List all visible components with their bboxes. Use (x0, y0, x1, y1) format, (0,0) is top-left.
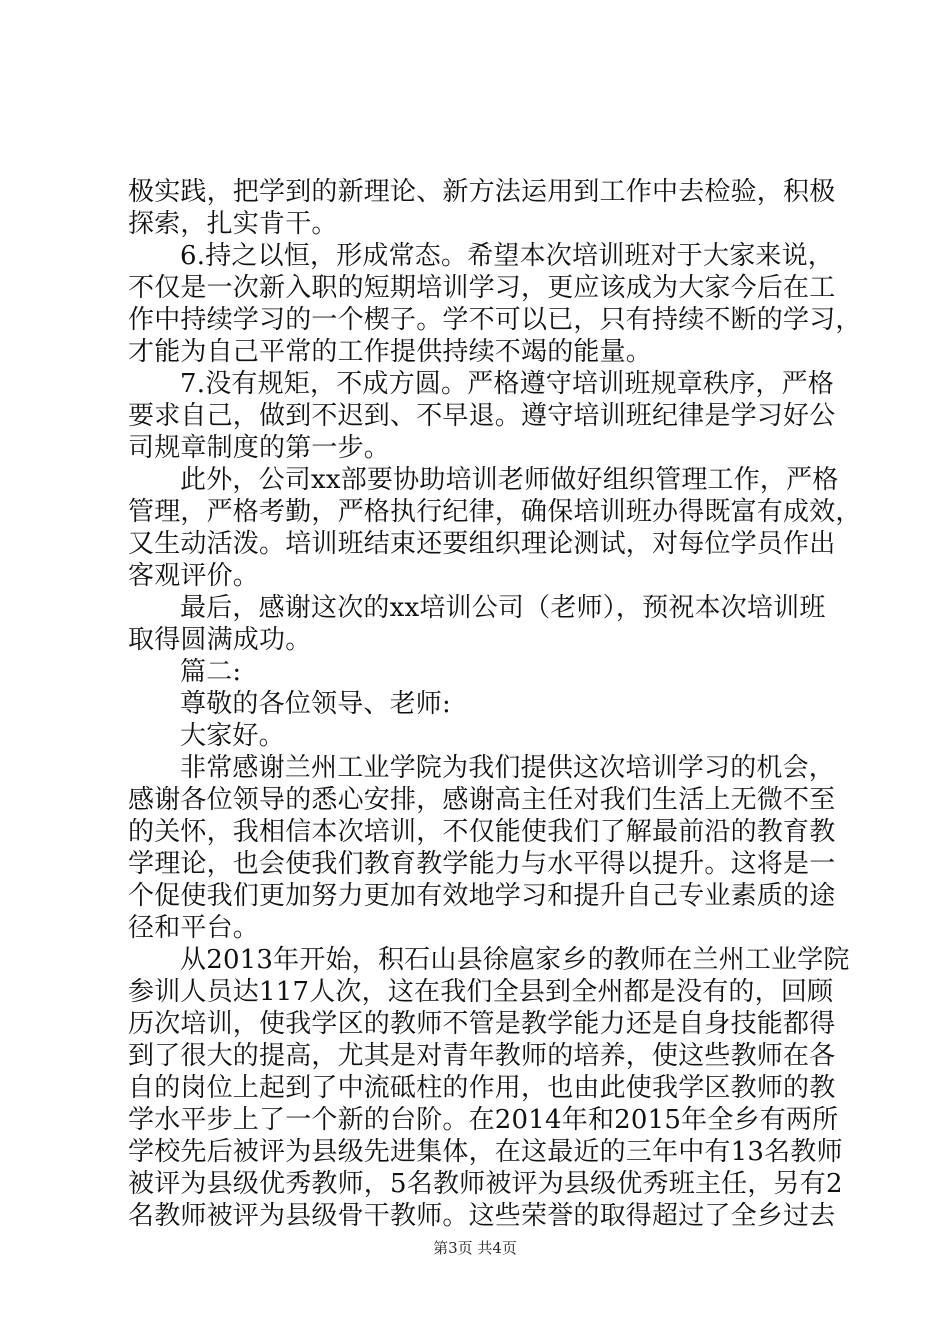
text-line: 探索，扎实肯干。 (128, 209, 338, 239)
text-line: 又生动活泼。培训班结束还要组织理论测试，对每位学员作出 (128, 529, 836, 559)
text-line: 此外，公司xx部要协助培训老师做好组织管理工作，严格 (180, 465, 839, 495)
text-line: 径和平台。 (128, 913, 260, 943)
text-line: 学水平步上了一个新的台阶。在2014年和2015年全乡有两所 (128, 1105, 839, 1135)
page-footer: 第3页 共4页 (433, 1239, 517, 1257)
text-line: 感谢各位领导的悉心安排，感谢高主任对我们生活上无微不至 (128, 785, 836, 815)
text-line: 的关怀，我相信本次培训，不仅能使我们了解最前沿的教育教 (128, 817, 836, 847)
text-line: 学理论，也会使我们教育教学能力与水平得以提升。这将是一 (128, 849, 836, 879)
text-line: 极实践，把学到的新理论、新方法运用到工作中去检验，积极 (128, 177, 836, 207)
text-line: 学校先后被评为县级先进集体，在这最近的三年中有13名教师 (128, 1137, 843, 1167)
document-body (128, 176, 862, 1232)
text-line: 历次培训，使我学区的教师不管是教学能力还是自身技能都得 (128, 1009, 836, 1039)
text-line: 7.没有规矩，不成方圆。严格遵守培训班规章秩序，严格 (180, 369, 835, 399)
text-line: 管理，严格考勤，严格执行纪律，确保培训班办得既富有成效， (128, 497, 862, 527)
text-line: 大家好。 (180, 721, 285, 751)
text-line: 尊敬的各位领导、老师: (180, 689, 451, 719)
text-line: 从2013年开始，积石山县徐扈家乡的教师在兰州工业学院 (180, 945, 850, 975)
text-line: 非常感谢兰州工业学院为我们提供这次培训学习的机会， (180, 753, 836, 783)
text-line: 最后，感谢这次的xx培训公司（老师），预祝本次培训班 (180, 593, 826, 623)
text-line: 名教师被评为县级骨干教师。这些荣誉的取得超过了全乡过去 (128, 1201, 836, 1231)
text-line: 个促使我们更加努力更加有效地学习和提升自己专业素质的途 (128, 881, 836, 911)
text-line: 自的岗位上起到了中流砥柱的作用，也由此使我学区教师的教 (128, 1073, 836, 1103)
text-line: 到了很大的提高，尤其是对青年教师的培养，使这些教师在各 (128, 1041, 836, 1071)
text-line: 才能为自己平常的工作提供持续不竭的能量。 (128, 337, 653, 367)
text-line: 作中持续学习的一个楔子。学不可以已，只有持续不断的学习， (128, 305, 862, 335)
text-line: 参训人员达117人次，这在我们全县到全州都是没有的，回顾 (128, 977, 834, 1007)
text-line: 被评为县级优秀教师，5名教师被评为县级优秀班主任，另有2 (128, 1169, 843, 1199)
text-line: 6.持之以恒，形成常态。希望本次培训班对于大家来说， (180, 241, 835, 271)
text-line: 客观评价。 (128, 561, 260, 591)
text-line: 取得圆满成功。 (128, 625, 312, 655)
text-line: 不仅是一次新入职的短期培训学习，更应该成为大家今后在工 (128, 273, 836, 303)
text-line: 司规章制度的第一步。 (128, 433, 391, 463)
text-line: 要求自己，做到不迟到、不早退。遵守培训班纪律是学习好公 (128, 401, 836, 431)
text-line: 篇二: (180, 657, 242, 687)
